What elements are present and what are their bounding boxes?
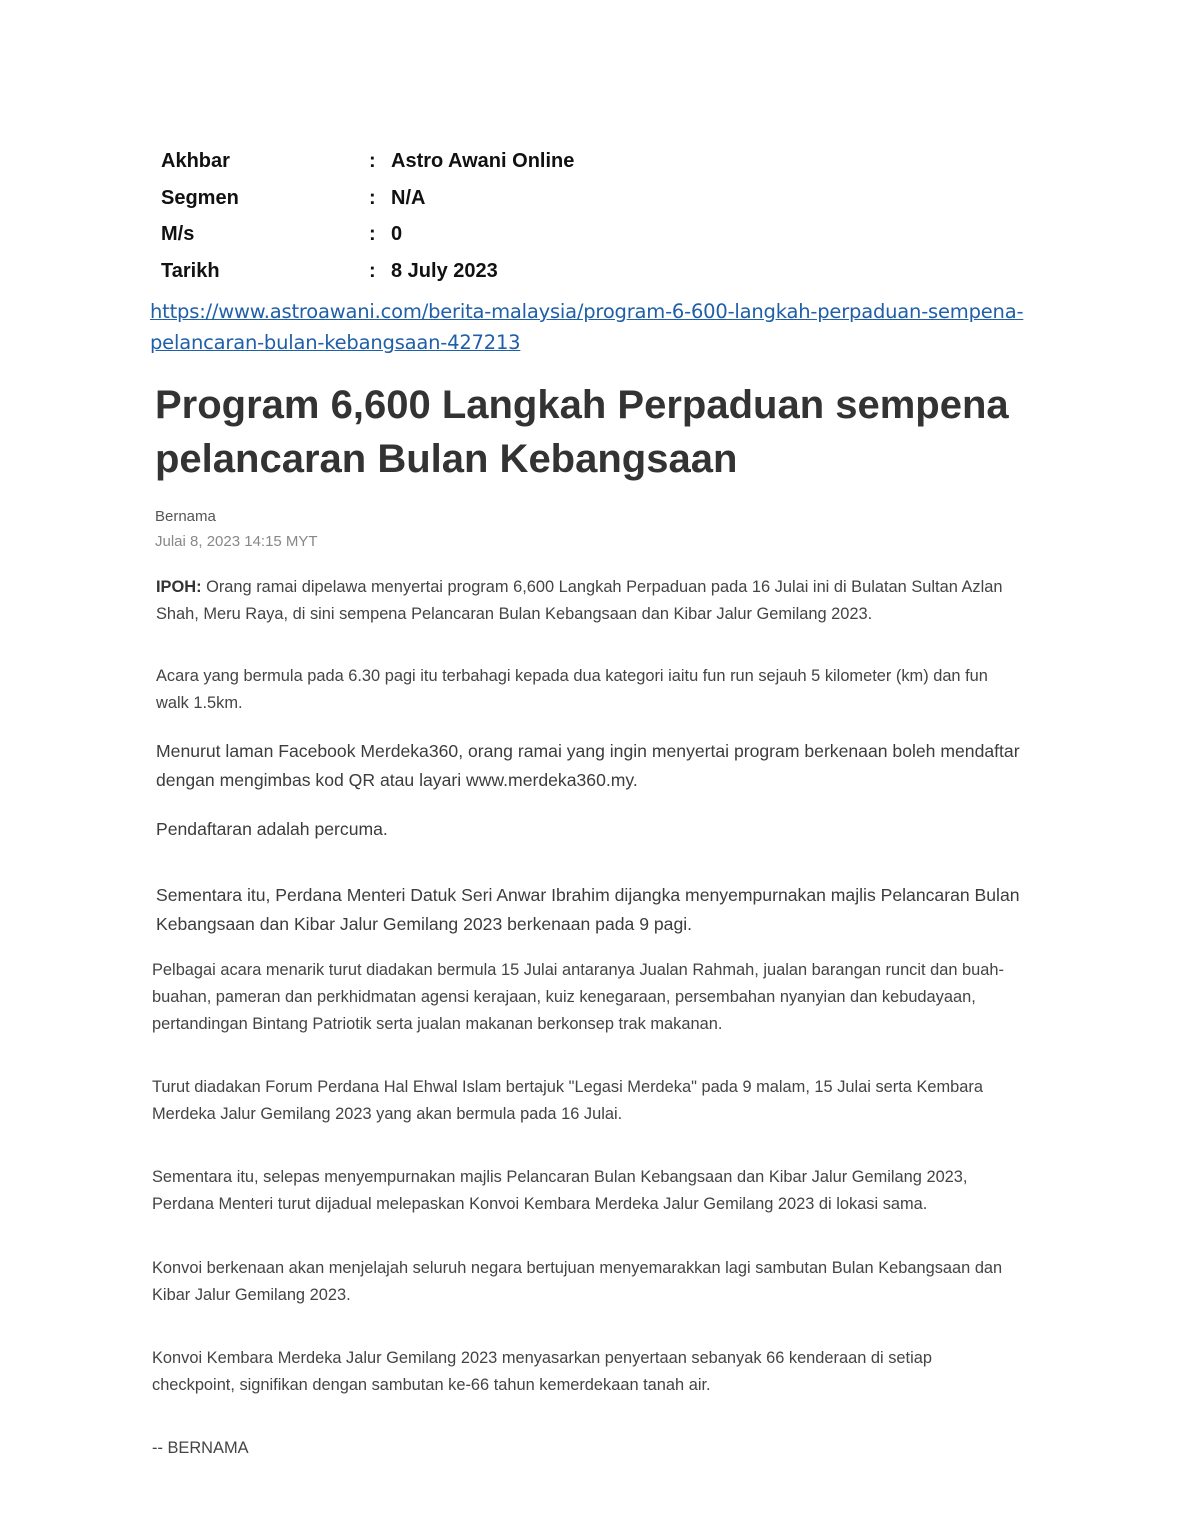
dateline-location: IPOH: xyxy=(156,578,202,596)
meta-value: 8 July 2023 xyxy=(391,259,498,282)
article-paragraph-9 xyxy=(152,1255,1097,1309)
paragraph-line: Perdana Menteri turut dijadual melepaskan Konvoi Kembara Merdeka Jalur Gemilang 2023 di lokasi sama. xyxy=(152,1195,928,1213)
paragraph-line: Konvoi Kembara Merdeka Jalur Gemilang 2023 menyasarkan penyertaan sebanyak 66 kenderaan di setiap xyxy=(152,1349,932,1367)
meta-value: 0 xyxy=(391,223,403,245)
article-paragraph-8 xyxy=(152,1164,1097,1218)
paragraph-line: dengan mengimbas kod QR atau layari www.merdeka360.my. xyxy=(156,770,638,790)
paragraph-line: Konvoi berkenaan akan menjelajah seluruh negara bertujuan menyemarakkan lagi sambutan Bulan Kebangsaan dan xyxy=(152,1259,1003,1277)
paragraph-line: Menurut laman Facebook Merdeka360, orang ramai yang ingin menyertai program berkenaan boleh mendaftar xyxy=(156,741,1020,761)
headline-line1: Program 6,600 Langkah Perpaduan sempena xyxy=(155,383,1009,427)
meta-label: Akhbar xyxy=(161,150,230,172)
article-paragraph-2 xyxy=(156,663,1101,717)
meta-label: Segmen xyxy=(161,186,239,209)
meta-row-akhbar xyxy=(161,150,861,187)
paragraph-line: Sementara itu, selepas menyempurnakan majlis Pelancaran Bulan Kebangsaan dan Kibar Jalur Gemilang 2023, xyxy=(152,1168,968,1186)
paragraph-line: Shah, Meru Raya, di sini sempena Pelancaran Bulan Kebangsaan dan Kibar Jalur Gemilang 2023. xyxy=(156,605,873,623)
paragraph-line: walk 1.5km. xyxy=(156,694,243,712)
meta-row-tarikh xyxy=(161,260,861,297)
source-article-link[interactable] xyxy=(150,296,1050,358)
article-paragraph-3 xyxy=(156,737,1101,795)
paragraph-line: Turut diadakan Forum Perdana Hal Ehwal Islam bertajuk "Legasi Merdeka" pada 9 malam, 15 Julai serta Kembara xyxy=(152,1078,983,1096)
paragraph-line: Pendaftaran adalah percuma. xyxy=(156,819,388,839)
paragraph-line: Kibar Jalur Gemilang 2023. xyxy=(152,1286,351,1304)
paragraph-line: Acara yang bermula pada 6.30 pagi itu terbahagi kepada dua kategori iaitu fun run sejauh 5 kilometer (km) dan fun xyxy=(156,667,988,685)
meta-colon: : xyxy=(369,186,376,209)
article-date: Julai 8, 2023 14:15 MYT xyxy=(155,533,318,550)
meta-colon: : xyxy=(369,259,376,282)
article-paragraph-7 xyxy=(152,1074,1097,1128)
paragraph-line: Merdeka Jalur Gemilang 2023 yang akan bermula pada 16 Julai. xyxy=(152,1105,623,1123)
paragraph-line: Sementara itu, Perdana Menteri Datuk Seri Anwar Ibrahim dijangka menyempurnakan majlis Pelancaran Bulan xyxy=(156,885,1020,905)
article-headline xyxy=(155,378,1115,486)
paragraph-line: Pelbagai acara menarik turut diadakan bermula 15 Julai antaranya Jualan Rahmah, jualan barangan runcit dan buah- xyxy=(152,961,1004,979)
meta-label: Tarikh xyxy=(161,259,220,282)
article-paragraph-5 xyxy=(156,881,1101,939)
article-paragraph-10 xyxy=(152,1345,1097,1399)
paragraph-line: buahan, pameran dan perkhidmatan agensi kerajaan, kuiz kenegaraan, persembahan nyanyian dan kebudayaan, xyxy=(152,988,976,1006)
paragraph-line: checkpoint, signifikan dengan sambutan ke-66 tahun kemerdekaan tanah air. xyxy=(152,1376,711,1394)
meta-value: N/A xyxy=(391,186,426,209)
source-link-line2[interactable]: pelancaran-bulan-kebangsaan-427213 xyxy=(150,331,521,354)
paragraph-text: Orang ramai dipelawa menyertai program 6,600 Langkah Perpaduan pada 16 Julai ini di Bulatan Sultan Azlan xyxy=(201,578,1003,596)
article-signoff xyxy=(152,1435,1097,1462)
meta-row-ms xyxy=(161,223,861,260)
article-author: Bernama xyxy=(155,508,216,525)
paragraph-line xyxy=(156,574,1101,601)
signoff-text: -- BERNAMA xyxy=(152,1439,249,1457)
article-paragraph-4 xyxy=(156,815,1101,844)
paragraph-line: pertandingan Bintang Patriotik serta jualan makanan berkonsep trak makanan. xyxy=(152,1015,723,1033)
headline-line2: pelancaran Bulan Kebangsaan xyxy=(155,437,738,481)
meta-value: Astro Awani Online xyxy=(391,150,575,172)
meta-row-segmen xyxy=(161,187,861,224)
source-link-line1[interactable]: https://www.astroawani.com/berita-malaysia/program-6-600-langkah-perpaduan-sempena- xyxy=(150,300,1024,323)
paragraph-line: Kebangsaan dan Kibar Jalur Gemilang 2023 berkenaan pada 9 pagi. xyxy=(156,914,693,934)
article-paragraph-6 xyxy=(152,957,1097,1038)
meta-colon: : xyxy=(369,223,376,245)
meta-label: M/s xyxy=(161,223,195,245)
clipping-metadata xyxy=(161,150,861,296)
article-paragraph-1 xyxy=(156,574,1101,628)
meta-colon: : xyxy=(369,150,376,172)
